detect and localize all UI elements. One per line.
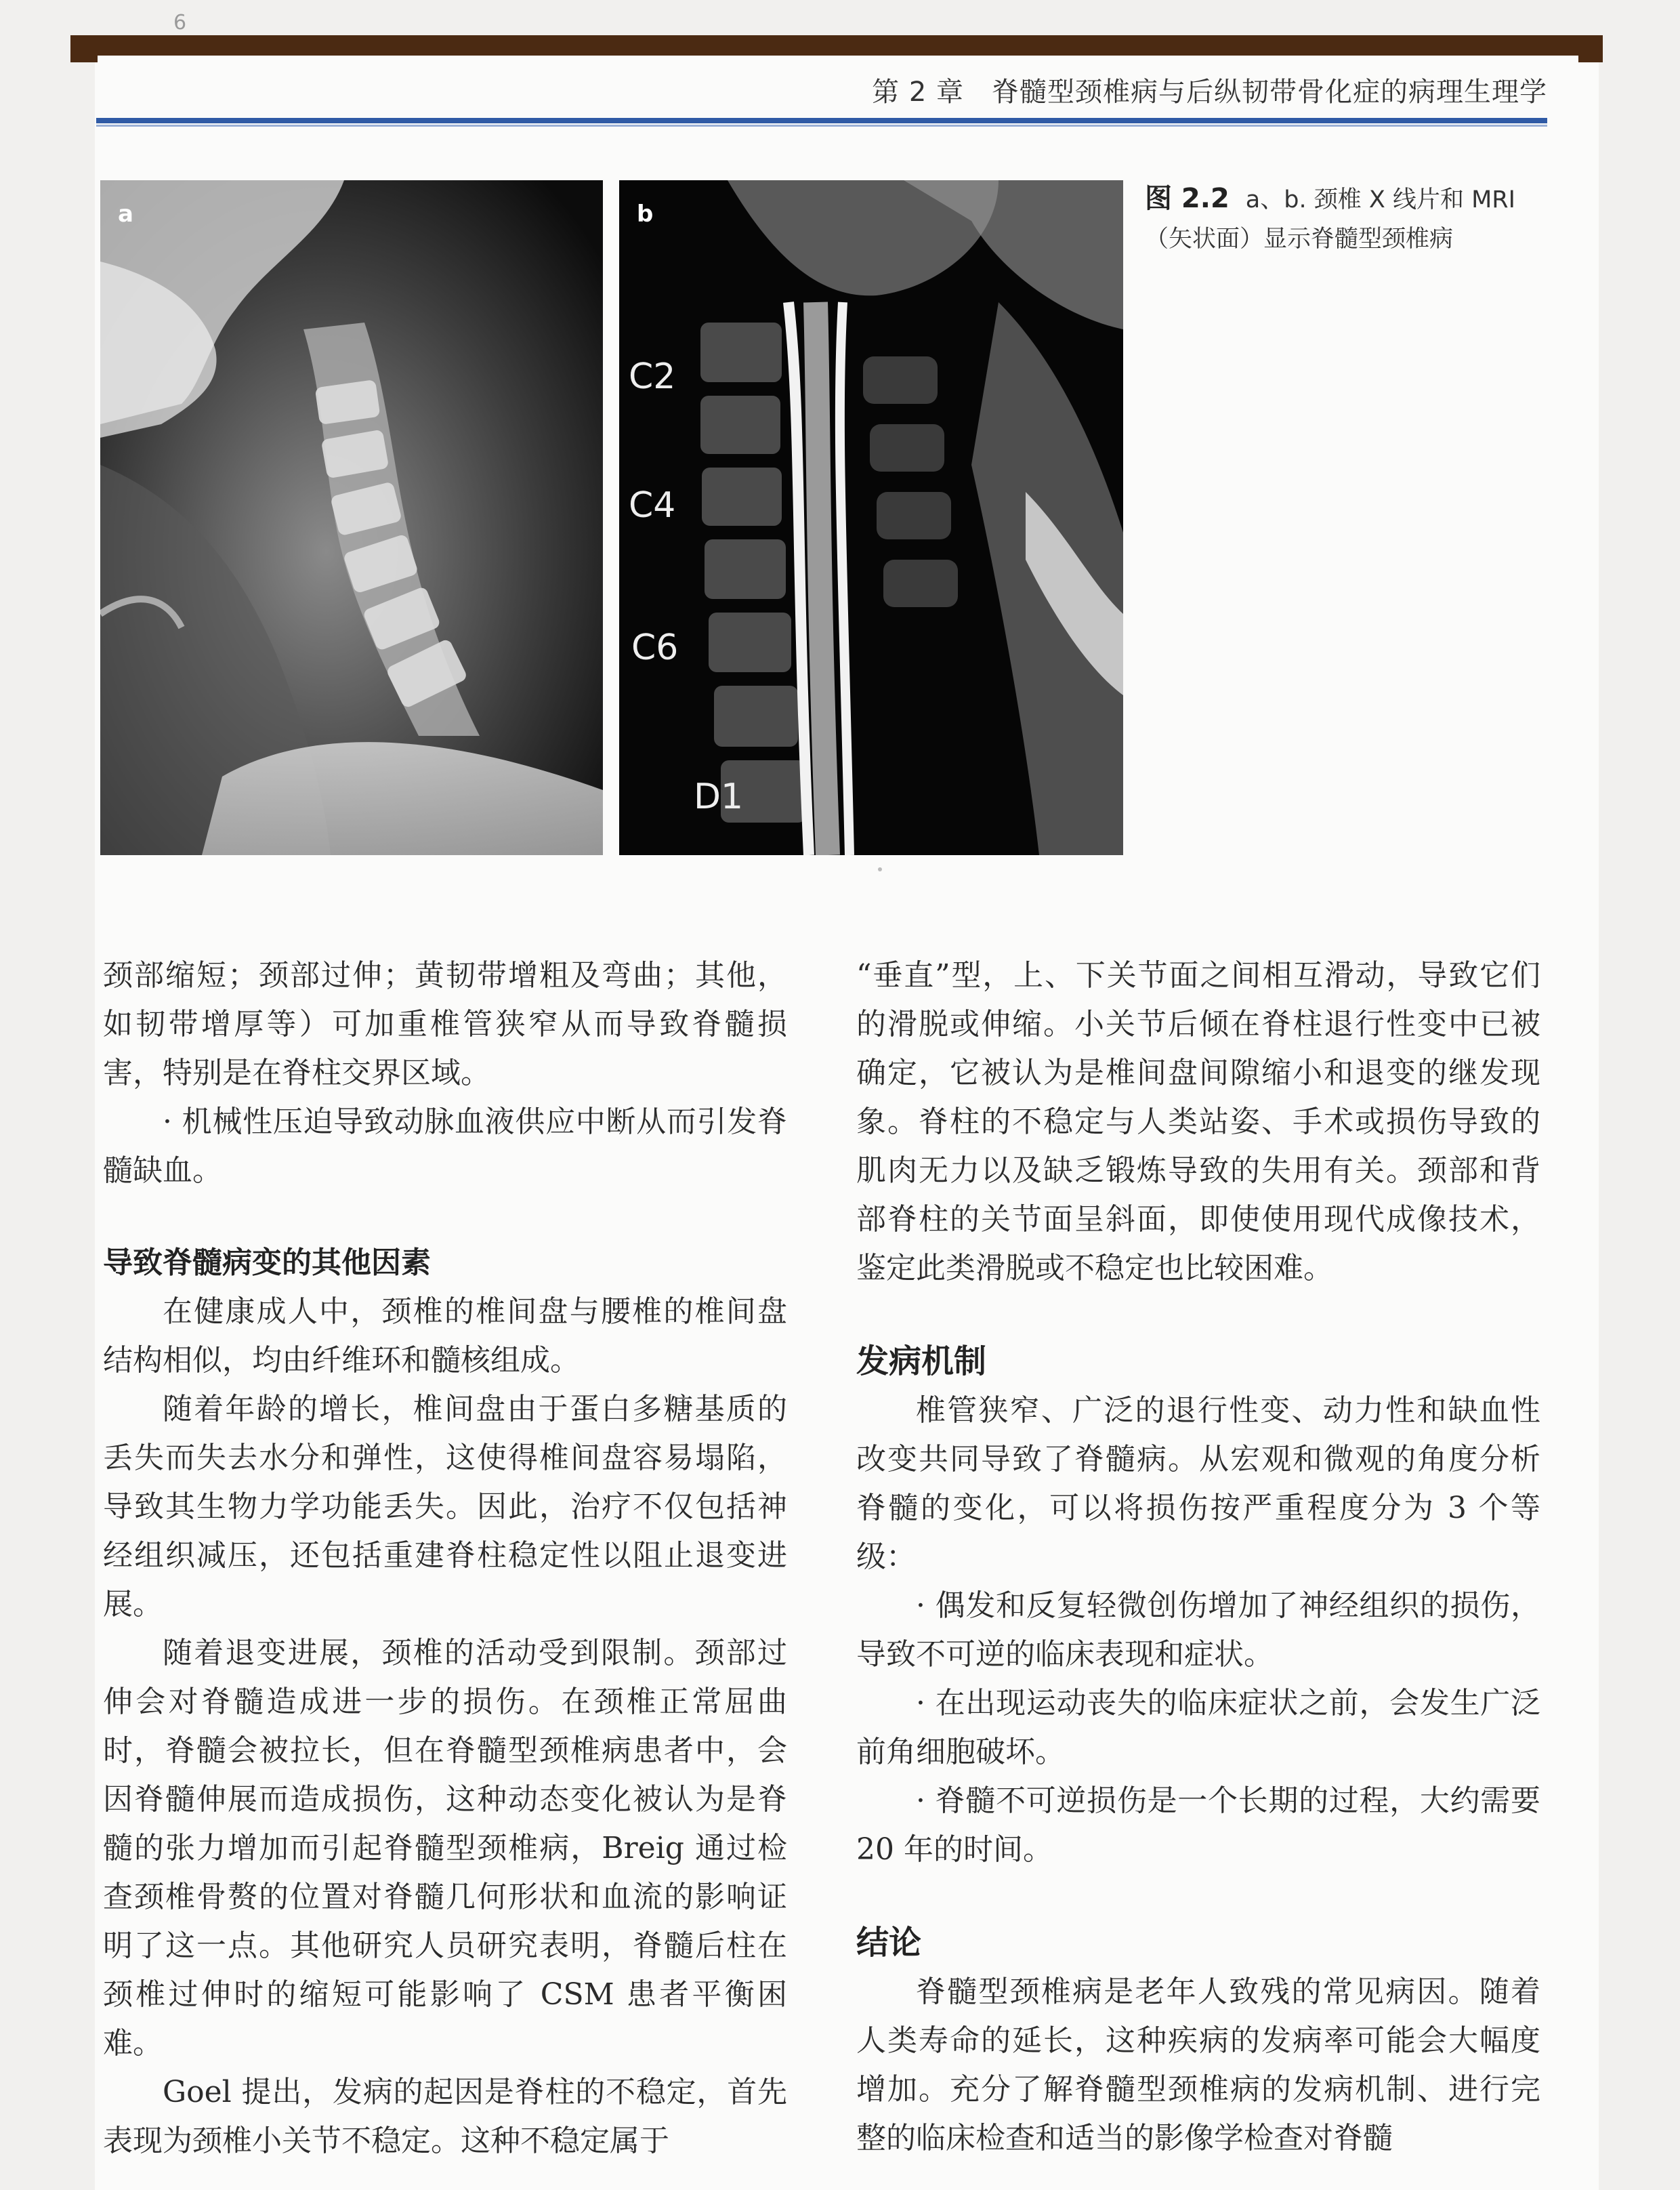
- figure-caption: [1145, 179, 1551, 259]
- page-number: 6: [173, 11, 187, 35]
- right-paragraph-2: 椎管狭窄、广泛的退行性变、动力性和缺血性改变共同导致了脊髓病。从宏观和微观的角度分析脊髓的变化，可以将损伤按严重程度分为 3 个等级：: [856, 1393, 1540, 1574]
- xray-image: [100, 180, 603, 855]
- vertebra-label-d1: D1: [694, 777, 744, 817]
- left-paragraph-5: Goel 提出，发病的起因是脊柱的不稳定，首先表现为颈椎小关节不稳定。这种不稳定属于: [103, 2075, 787, 2158]
- section-heading-other-factors: 导致脊髓病变的其他因素: [103, 1245, 431, 1280]
- vertebra-label-c4: C4: [629, 485, 676, 526]
- right-bullet-3: · 脊髓不可逆损伤是一个长期的过程，大约需要 20 年的时间。: [856, 1783, 1540, 1867]
- mri-drawing: [619, 180, 1123, 855]
- left-bullet-1: · 机械性压迫导致动脉血液供应中断从而引发脊髓缺血。: [103, 1104, 787, 1188]
- right-bullet-2: · 在出现运动丧失的临床症状之前，会发生广泛前角细胞破坏。: [856, 1686, 1540, 1769]
- header-rule-thin: [96, 125, 1547, 127]
- header-rule: [96, 118, 1547, 123]
- vertebra-label-c2: C2: [629, 356, 676, 397]
- left-paragraph-4: 随着退变进展，颈椎的活动受到限制。颈部过伸会对脊髓造成进一步的损伤。在颈椎正常屈曲时，脊髓会被拉长，但在脊髓型颈椎病患者中，会因脊髓伸展而造成损伤，这种动态变化被认为是脊髓的张力增加而引起脊髓型颈椎病，Breig 通过检查颈椎骨赘的位置对脊髓几何形状和血流的影响证明了这一点。其他研究人员研究表明，脊髓后柱在颈椎过伸时的缩短可能影响了 CSM 患者平衡困难。: [103, 1636, 787, 2061]
- left-paragraph-3: 随着年龄的增长，椎间盘由于蛋白多糖基质的丢失而失去水分和弹性，这使得椎间盘容易塌陷，导致其生物力学功能丢失。因此，治疗不仅包括神经组织减压，还包括重建脊柱稳定性以阻止退变进展。: [103, 1392, 787, 1621]
- figure-caption-text: a、b. 颈椎 X 线片和 MRI（矢状面）显示脊髓型颈椎病: [1145, 186, 1515, 253]
- xray-drawing: [100, 180, 603, 855]
- right-bullet-1: · 偶发和反复轻微创伤增加了神经组织的损伤，导致不可逆的临床表现和症状。: [856, 1588, 1540, 1672]
- left-column: [103, 951, 787, 2166]
- panel-b-letter: b: [637, 201, 654, 228]
- section-heading-conclusion: 结论: [856, 1924, 922, 1962]
- section-heading-pathogenesis: 发病机制: [856, 1342, 987, 1380]
- panel-a-letter: a: [118, 201, 133, 228]
- figure-number: 图 2.2: [1145, 183, 1230, 214]
- top-border-cap-right: [1578, 35, 1603, 62]
- right-paragraph-1: “垂直”型，上、下关节面之间相互滑动，导致它们的滑脱或伸缩。小关节后倾在脊柱退行性变中已被确定，它被认为是椎间盘间隙缩小和退变的继发现象。脊柱的不稳定与人类站姿、手术或损伤导致的肌肉无力以及缺乏锻炼导致的失用有关。颈部和背部脊柱的关节面呈斜面，即使使用现代成像技术，鉴定此类滑脱或不稳定也比较困难。: [856, 958, 1540, 1285]
- scan-dot: [878, 867, 882, 871]
- vertebra-label-c6: C6: [631, 627, 679, 668]
- right-column: [856, 951, 1540, 2163]
- right-paragraph-3: 脊髓型颈椎病是老年人致残的常见病因。随着人类寿命的延长，这种疾病的发病率可能会大幅度增加。充分了解脊髓型颈椎病的发病机制、进行完整的临床检查和适当的影像学检查对脊髓: [856, 1975, 1540, 2155]
- left-paragraph-1: 颈部缩短；颈部过伸；黄韧带增粗及弯曲；其他，如韧带增厚等）可加重椎管狭窄从而导致脊髓损害，特别是在脊柱交界区域。: [103, 958, 787, 1090]
- mri-image: [619, 180, 1123, 855]
- running-head: 第 2 章 脊髓型颈椎病与后纵韧带骨化症的病理生理学: [872, 77, 1547, 108]
- top-border-bar: [70, 35, 1603, 56]
- top-border-cap-left: [70, 35, 98, 62]
- left-paragraph-2: 在健康成人中，颈椎的椎间盘与腰椎的椎间盘结构相似，均由纤维环和髓核组成。: [103, 1294, 787, 1378]
